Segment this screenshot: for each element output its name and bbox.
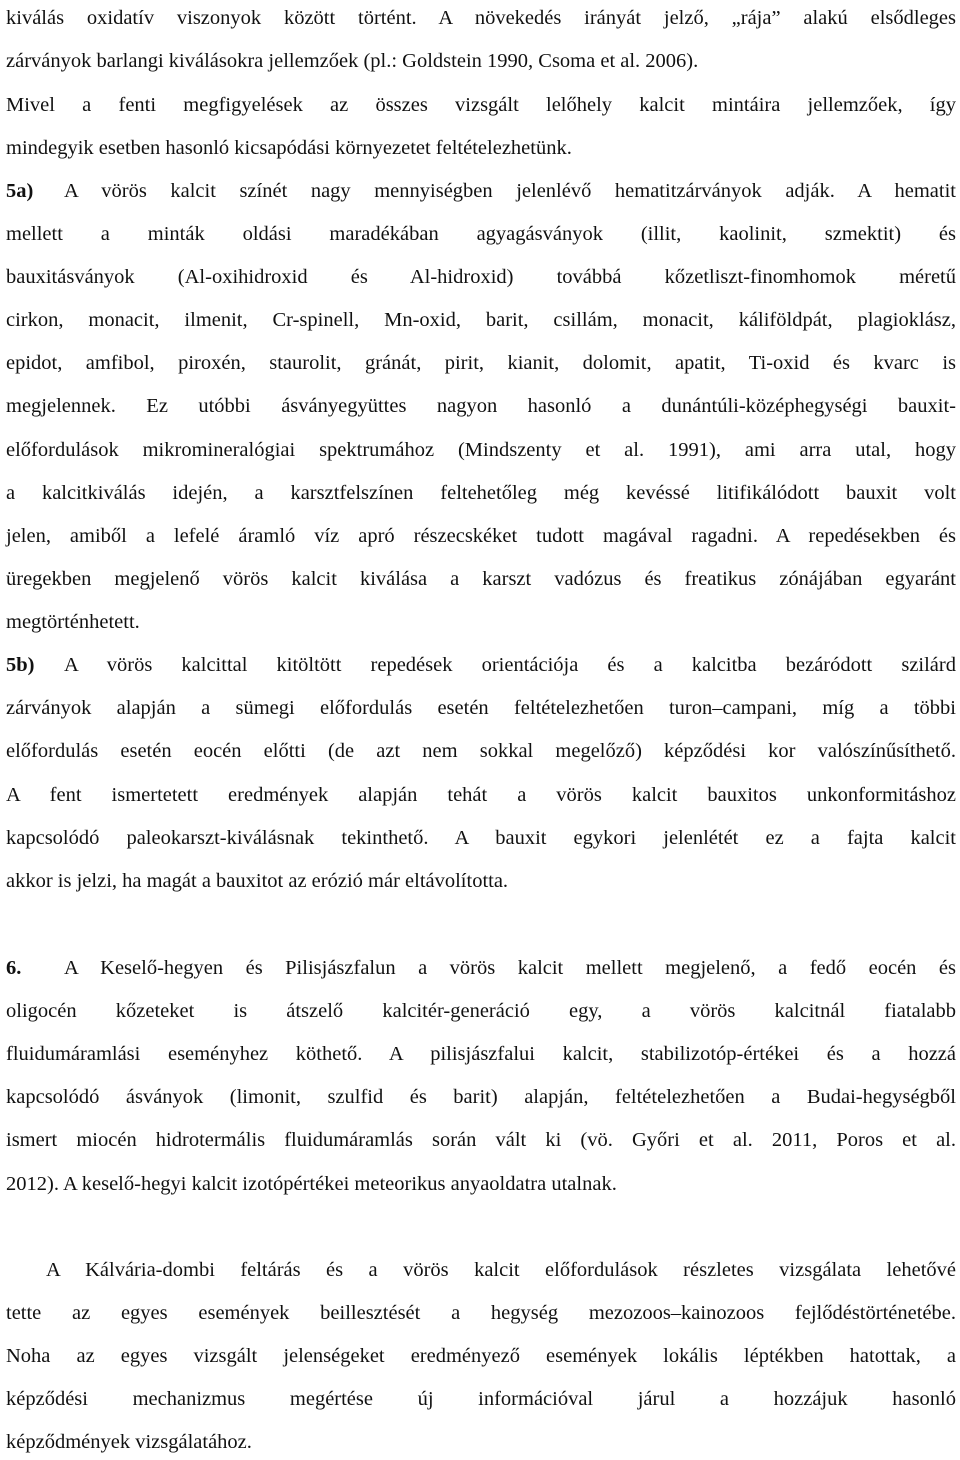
text-line: jelen, amiből a lefelé áramló víz apró részecskéket tudott magával ragadni. A repedésekben és [6,525,956,547]
text-line: kiválás oxidatív viszonyok között történt. A növekedés irányát jelző, „rája” alakú elsődleges [6,7,956,29]
text-line: akkor is jelzi, ha magát a bauxitot az erózió már eltávolította. [6,870,509,892]
point-marker-5a: 5a) [6,180,34,202]
text-line: A Keselő-hegyen és Pilisjászfalun a vörös kalcit mellett megjelenő, a fedő eocén és [64,957,956,979]
text-line: oligocén kőzeteket is átszelő kalcitér-generáció egy, a vörös kalcitnál fiatalabb [6,1000,956,1022]
text-line: a kalcitkiválás idején, a karsztfelszínen feltehetőleg még kevéssé litifikálódott bauxit volt [6,482,956,504]
text-line: zárványok barlangi kiválásokra jellemzőek (pl.: Goldstein 1990, Csoma et al. 2006). [6,50,699,72]
text-line: ismert miocén hidrotermális fluidumáramlás során vált ki (vö. Győri et al. 2011, Poros et al. [6,1129,956,1151]
text-line: bauxitásványok (Al-oxihidroxid és Al-hidroxid) továbbá kőzetliszt-finomhomok méretű [6,266,956,288]
text-line: mindegyik esetben hasonló kicsapódási környezetet feltételezhetünk. [6,137,572,159]
text-line: képződési mechanizmus megértése új információval járul a hozzájuk hasonló [6,1388,956,1410]
text-line: cirkon, monacit, ilmenit, Cr-spinell, Mn-oxid, barit, csillám, monacit, káliföldpát, plagioklász, [6,309,956,331]
point-marker-6: 6. [6,957,22,979]
text-line: mellett a minták oldási maradékában agyagásványok (illit, kaolinit, szmektit) és [6,223,956,245]
text-line: Mivel a fenti megfigyelések az összes vizsgált lelőhely kalcit mintáira jellemzőek, így [6,94,956,116]
text-line: epidot, amfibol, piroxén, staurolit, gránát, pirit, kianit, dolomit, apatit, Ti-oxid és kvarc is [6,352,956,374]
text-line: A vörös kalcit színét nagy mennyiségben jelenlévő hematitzárványok adják. A hematit [64,180,956,202]
text-line: A vörös kalcittal kitöltött repedések orientációja és a kalcitba bezáródott szilárd [64,654,956,676]
text-line: előfordulás esetén eocén előtti (de azt nem sokkal megelőző) képződési kor valószínűsíthető. [6,740,956,762]
text-line: üregekben megjelenő vörös kalcit kiválása a karszt vadózus és freatikus zónájában egyaránt [6,568,956,590]
text-line: Noha az egyes vizsgált jelenségeket eredményező események lokális léptékben hatottak, a [6,1345,956,1367]
text-line: megjelennek. Ez utóbbi ásványegyüttes nagyon hasonló a dunántúli-középhegységi bauxit- [6,395,956,417]
text-line: megtörténhetett. [6,611,140,633]
point-marker-5b: 5b) [6,654,35,676]
text-line: képződmények vizsgálatához. [6,1431,252,1453]
text-line: fluidumáramlási eseményhez köthető. A pilisjászfalui kalcit, stabilizotóp-értékei és a hozzá [6,1043,956,1065]
text-line: A Kálvária-dombi feltárás és a vörös kalcit előfordulások részletes vizsgálata lehetővé [46,1259,956,1281]
text-line: előfordulások mikromineralógiai spektrumához (Mindszenty et al. 1991), ami arra utal, hogy [6,439,956,461]
text-line: 2012). A keselő-hegyi kalcit izotópértékei meteorikus anyaoldatra utalnak. [6,1173,617,1195]
text-line: kapcsolódó paleokarszt-kiválásnak tekinthető. A bauxit egykori jelenlétét ez a fajta kalcit [6,827,956,849]
paragraph-5a-first-line [6,176,956,206]
paragraph-6-first-line [6,953,956,983]
text-line: zárványok alapján a sümegi előfordulás esetén feltételezhetően turon–campani, míg a többi [6,697,956,719]
text-line: kapcsolódó ásványok (limonit, szulfid és barit) alapján, feltételezhetően a Budai-hegységből [6,1086,956,1108]
text-line: tette az egyes események beillesztését a hegység mezozoos–kainozoos fejlődéstörténetébe. [6,1302,956,1324]
paragraph-5b-first-line [6,650,956,680]
text-line: A fent ismertetett eredmények alapján tehát a vörös kalcit bauxitos unkonformitáshoz [6,784,956,806]
